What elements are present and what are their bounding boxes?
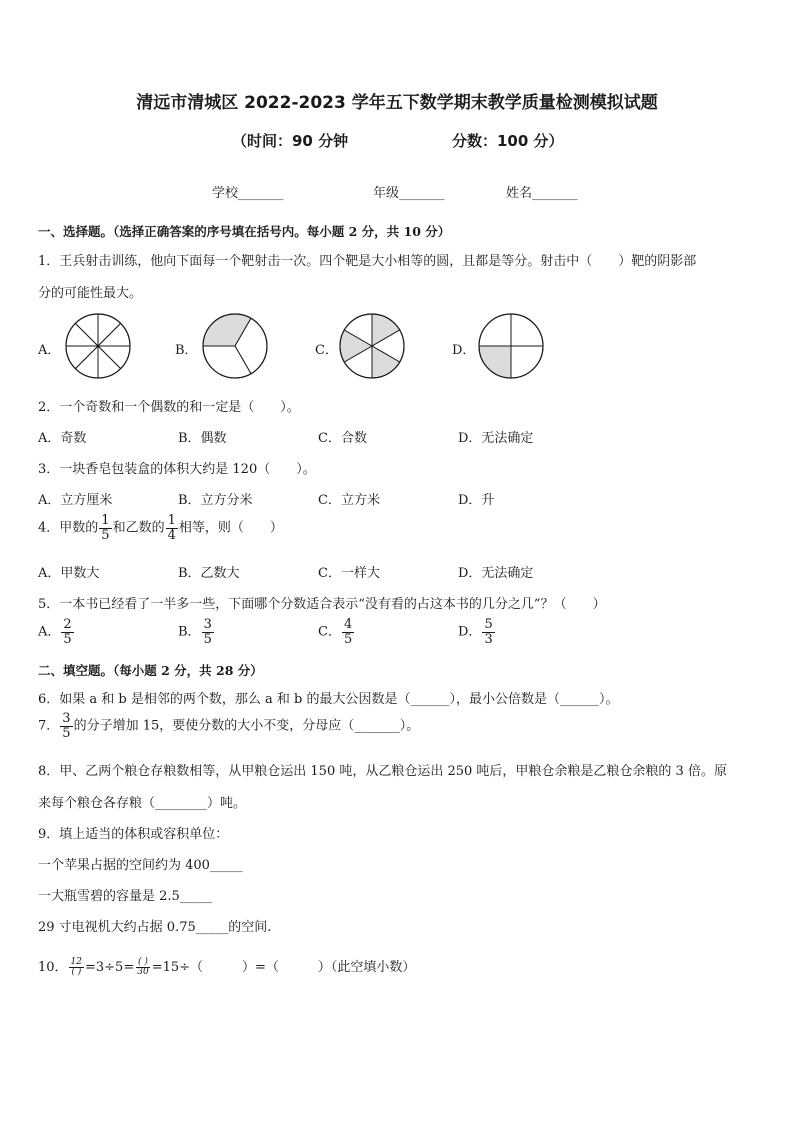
options-row [38,618,598,646]
question-text: 1．王兵射击训练，他向下面每一个靶射击一次。四个靶是大小相等的圆，且都是等分。射击中（ ）靶的阴影部 [38,254,697,269]
grade-field: 年级_______ [373,186,445,201]
question-text: 10． $\frac{12}{( )}$ =3÷5= $\frac{( )}{30}$ =15÷（ ）=（ ）（此空填小数） [38,956,416,977]
option-a: A．立方厘米 [38,493,113,508]
option-c: C．合数 [318,431,367,446]
option-label: C． [315,343,338,358]
fraction: $\frac{3}{5}$ [62,711,71,741]
option-label: A． [38,343,61,358]
question-text: 5．一本书已经看了一半多一些，下面哪个分数适合表示“没有看的占这本书的几分之几”？（ ） [38,597,606,612]
options-row [38,562,598,581]
question-text: 8．甲、乙两个粮仓存粮数相等，从甲粮仓运出 150 吨，从乙粮仓运出 250 吨后，甲粮仓余粮是乙粮仓余粮的 3 倍。原 [38,764,727,779]
question-text: 2．一个奇数和一个偶数的和一定是（ ）。 [38,400,300,415]
question-text: 来每个粮仓各存粮（________）吨。 [38,796,247,811]
option-b: B．立方分米 [178,493,253,508]
question-text: 一个苹果占据的空间约为 400_____ [38,858,243,873]
options-row [38,489,598,508]
fraction: $\frac{12}{( )}$ [70,956,82,977]
fraction: $\frac{1}{5}$ [101,513,110,543]
option-c: C．一样大 [318,566,380,581]
target-d [477,312,545,380]
target-b [201,312,269,380]
question-text: 29 寸电视机大约占据 0.75_____的空间. [38,920,272,935]
option-d: D．升 [458,493,495,508]
target-a [64,312,132,380]
question-text: 6．如果 a 和 b 是相邻的两个数，那么 a 和 b 的最大公因数是（______），最小公倍数是（______）。 [38,692,619,707]
question-text: 4．甲数的 $\frac{1}{5}$ 和乙数的 $\frac{1}{4}$ 相等，则（ ） [38,513,283,543]
target-c [338,312,406,380]
option-d: D．无法确定 [458,431,534,446]
option-d: D． $\frac{5}{3}$ [458,617,493,647]
option-b: B．乙数大 [178,566,240,581]
option-a: A．甲数大 [38,566,100,581]
option-label: D． [452,343,476,358]
question-text: 分的可能性最大。 [38,286,143,301]
option-a: A． $\frac{2}{5}$ [38,617,72,647]
question-text: 一大瓶雪碧的容量是 2.5_____ [38,889,213,904]
options-row [38,427,598,446]
fraction: $\frac{( )}{30}$ [137,956,149,977]
option-label: B． [175,343,198,358]
exam-time: （时间：90 分钟 [232,132,349,150]
exam-score: 分数：100 分） [452,132,564,150]
option-c: C． $\frac{4}{5}$ [318,617,353,647]
page-title: 清远市清城区 2022-2023 学年五下数学期末教学质量检测模拟试题 [136,93,658,113]
name-field: 姓名_______ [506,186,578,201]
option-c: C．立方米 [318,493,380,508]
question-text: 3．一块香皂包装盒的体积大约是 120（ ）。 [38,462,316,477]
question-text: 7． $\frac{3}{5}$ 的分子增加 15，要使分数的大小不变，分母应（_______）。 [38,711,420,741]
question-text: 9．填上适当的体积或容积单位： [38,827,229,842]
option-d: D．无法确定 [458,566,534,581]
option-b: B．偶数 [178,431,227,446]
option-b: B． $\frac{3}{5}$ [178,617,212,647]
option-a: A．奇数 [38,431,87,446]
fraction: $\frac{1}{4}$ [167,513,176,543]
section-heading: 一、选择题。（选择正确答案的序号填在括号内。每小题 2 分，共 10 分） [38,224,451,239]
section-heading: 二、填空题。（每小题 2 分，共 28 分） [38,663,263,678]
school-field: 学校_______ [212,186,284,201]
